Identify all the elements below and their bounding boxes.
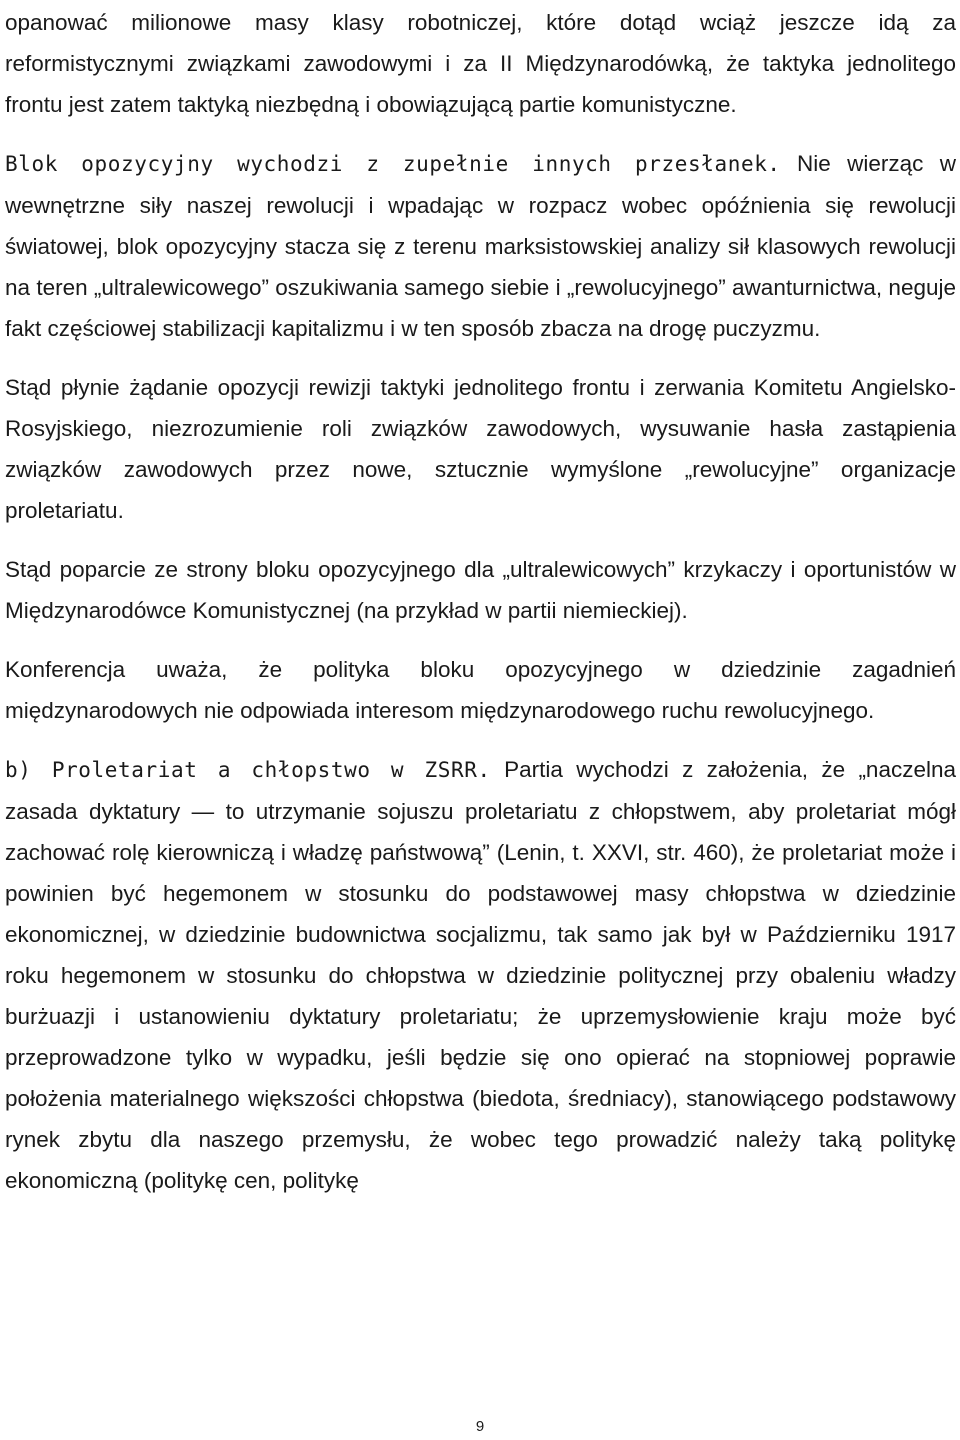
paragraph-1 [5, 2, 956, 125]
paragraph-text: opanować milionowe masy klasy robotniczej, które dotąd wciąż jeszcze idą za reformistycznymi związkami zawodowymi i za II Międzynarodówką, że taktyka jednolitego frontu jest zatem taktyką niezbędną i obowiązującą partie komunistyczne. [5, 10, 956, 117]
paragraph-4 [5, 549, 956, 631]
paragraph-text: Nie wierząc w wewnętrzne siły naszej rewolucji i wpadając w rozpacz wobec opóźnienia się rewolucji światowej, blok opozycyjny stacza się z terenu marksistowskiej analizy sił klasowych rewolucji na teren „ultralewicowego” oszukiwania samego siebie i „rewolucyjnego” awanturnictwa, neguje fakt częściowej stabilizacji kapitalizmu i w ten sposób zbacza na drogę puczyzmu. [5, 151, 956, 341]
paragraph-lead: Blok opozycyjny wychodzi z zupełnie innych przesłanek. [5, 152, 781, 176]
paragraph-text: Partia wychodzi z założenia, że „naczelna zasada dyktatury — to utrzymanie sojuszu proletariatu z chłopstwem, aby proletariat mógł zachować rolę kierowniczą i władzę państwową” (Lenin, t. XXVI, str. 460), że proletariat może i powinien być hegemonem w stosunku do podstawowej masy chłopstwa w dziedzinie ekonomicznej, w dziedzinie budownictwa socjalizmu, tak samo jak był w Październiku 1917 roku hegemonem w stosunku do chłopstwa w dziedzinie politycznej przy obaleniu władzy burżuazji i ustanowieniu dyktatury proletariatu; że uprzemysłowienie kraju może być przeprowadzone tylko w wypadku, jeśli będzie się ono opierać na stopniowej poprawie położenia materialnego większości chłopstwa (biedota, średniacy), stanowiącego podstawowy rynek zbytu dla naszego przemysłu, że wobec tego prowadzić należy taką politykę ekonomiczną (politykę cen, politykę [5, 757, 956, 1193]
paragraph-5 [5, 649, 956, 731]
paragraph-lead: b) Proletariat a chłopstwo w ZSRR. [5, 758, 491, 782]
paragraph-6 [5, 749, 956, 1201]
paragraph-text: Stąd poparcie ze strony bloku opozycyjnego dla „ultralewicowych” krzykaczy i oportunistów w Międzynarodówce Komunistycznej (na przykład w partii niemieckiej). [5, 557, 956, 623]
paragraph-3 [5, 367, 956, 531]
paragraph-2 [5, 143, 956, 349]
document-body [5, 2, 956, 1219]
paragraph-text: Konferencja uważa, że polityka bloku opozycyjnego w dziedzinie zagadnień międzynarodowych nie odpowiada interesom międzynarodowego ruchu rewolucyjnego. [5, 657, 956, 723]
paragraph-text: Stąd płynie żądanie opozycji rewizji taktyki jednolitego frontu i zerwania Komitetu Angielsko-Rosyjskiego, niezrozumienie roli związków zawodowych, wysuwanie hasła zastąpienia związków zawodowych przez nowe, sztucznie wymyślone „rewolucyjne” organizacje proletariatu. [5, 375, 956, 523]
page-number: 9 [475, 1418, 485, 1435]
